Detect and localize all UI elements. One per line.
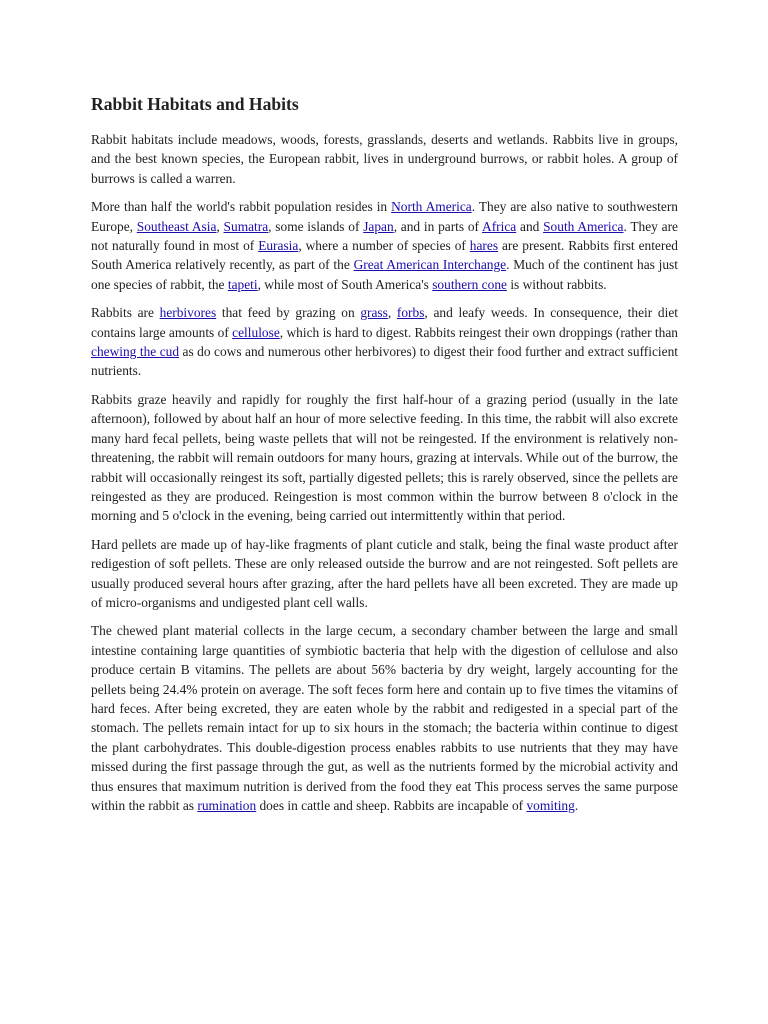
paragraph-2 bbox=[91, 197, 678, 294]
page-title: Rabbit Habitats and Habits bbox=[91, 94, 299, 114]
text-run: . Much of the continent has just one species of rabbit, the bbox=[91, 257, 678, 292]
paragraph-1 bbox=[91, 130, 678, 188]
link-sumatra[interactable]: Sumatra bbox=[223, 218, 269, 234]
text-run: , where a number of species of bbox=[298, 238, 470, 254]
text-run: The chewed plant material collects in the large cecum, a secondary chamber between the large and small intestine containing large quantities of symbiotic bacteria that help with the digestion of cellulose and also produce certain B vitamins. The pellets are about 56% bacteria by dry weight, largely accounting for the pellets being 24.4% protein on average. The soft feces form here and contain up to five times the vitamins of hard feces. After being excreted, they are eaten whole by the rabbit and redigested in a special part of the stomach. The pellets remain intact for up to six hours in the stomach; the bacteria within continue to digest the plant carbohydrates. This double-digestion process enables rabbits to use nutrients that they may have missed during the first passage through the gut, as well as the nutrients formed by the microbial activity and thus ensures that maximum nutrition is derived from the food they eat This process serves the same purpose within the rabbit as bbox=[91, 623, 678, 813]
link-forbs[interactable]: forbs bbox=[396, 305, 425, 321]
text-run: Rabbits are bbox=[91, 305, 160, 321]
link-vomiting[interactable]: vomiting bbox=[526, 798, 575, 813]
text-run: , bbox=[387, 305, 397, 321]
text-run: , which is hard to digest. Rabbits reingest their own droppings (rather than bbox=[279, 324, 678, 340]
link-north-america[interactable]: North America bbox=[391, 199, 472, 215]
link-eurasia[interactable]: Eurasia bbox=[258, 238, 299, 254]
text-run: . They are also native to southwestern Europe, bbox=[91, 199, 678, 234]
text-run: are present. Rabbits first entered South America relatively recently, as part of the bbox=[91, 238, 678, 273]
link-japan[interactable]: Japan bbox=[363, 218, 394, 234]
text-run: Rabbit habitats include meadows, woods, forests, grasslands, deserts and wetlands. Rabbits live in groups, and the best known species, the European rabbit, lives in underground burrows, or rabbit holes. A group of burrows is called a warren. bbox=[91, 132, 678, 186]
link-rumination[interactable]: rumination bbox=[197, 798, 257, 813]
text-run: More than half the world's rabbit population resides in bbox=[91, 199, 392, 215]
link-south-america[interactable]: South America bbox=[543, 218, 624, 234]
text-run: . They are not naturally found in most of bbox=[91, 218, 678, 254]
link-herbivores[interactable]: herbivores bbox=[159, 305, 217, 321]
text-run: Hard pellets are made up of hay-like fragments of plant cuticle and stalk, being the final waste product after redigestion of soft pellets. These are only released outside the burrow and are not reingested. Soft pellets are usually produced several hours after grazing, after the hard pellets have all been excreted. They are made up of micro-organisms and undigested plant cell walls. bbox=[91, 536, 678, 610]
text-run: , while most of South America's bbox=[257, 276, 433, 292]
link-grass[interactable]: grass bbox=[360, 305, 388, 321]
paragraph-4 bbox=[91, 390, 678, 526]
text-run: does in cattle and sheep. Rabbits are incapable of bbox=[256, 798, 527, 813]
text-run: . bbox=[574, 798, 579, 813]
paragraph-3 bbox=[91, 303, 678, 381]
text-run: that feed by grazing on bbox=[216, 305, 361, 321]
link-southern-cone[interactable]: southern cone bbox=[432, 276, 507, 292]
link-chewing-the-cud[interactable]: chewing the cud bbox=[91, 344, 180, 360]
link-great-american-interchange[interactable]: Great American Interchange bbox=[353, 257, 507, 273]
text-run: , bbox=[216, 218, 224, 234]
article-body bbox=[91, 130, 678, 815]
link-hares[interactable]: hares bbox=[469, 238, 499, 254]
link-tapeti[interactable]: tapeti bbox=[227, 276, 258, 292]
text-run: is without rabbits. bbox=[506, 276, 607, 292]
text-run: Rabbits graze heavily and rapidly for roughly the first half-hour of a grazing period (usually in the late afternoon), followed by about half an hour of more selective feeding. In this time, the rabbit will also excrete many hard fecal pellets, being waste pellets that will not be reingested. If the environment is relatively non-threatening, the rabbit will remain outdoors for many hours, grazing at intervals. While out of the burrow, the rabbit will occasionally reingest its soft, partially digested pellets; this is rarely observed, since the pellets are reingested as they are produced. Reingestion is most common within the burrow between 8 o'clock in the morning and 5 o'clock in the evening, being carried out intermittently within that period. bbox=[91, 391, 678, 524]
text-run: as do cows and numerous other herbivores) to digest their food further and extract sufficient nutrients. bbox=[91, 344, 678, 379]
link-cellulose[interactable]: cellulose bbox=[232, 324, 280, 340]
paragraph-5 bbox=[91, 535, 678, 613]
link-southeast-asia[interactable]: Southeast Asia bbox=[136, 218, 217, 234]
text-run: , and in parts of bbox=[393, 218, 483, 234]
text-run: , some islands of bbox=[268, 218, 364, 234]
text-run: and bbox=[516, 218, 544, 234]
paragraph-6 bbox=[91, 621, 678, 815]
link-africa[interactable]: Africa bbox=[482, 218, 517, 234]
text-run: , and leafy weeds. In consequence, their diet contains large amounts of bbox=[91, 305, 678, 340]
